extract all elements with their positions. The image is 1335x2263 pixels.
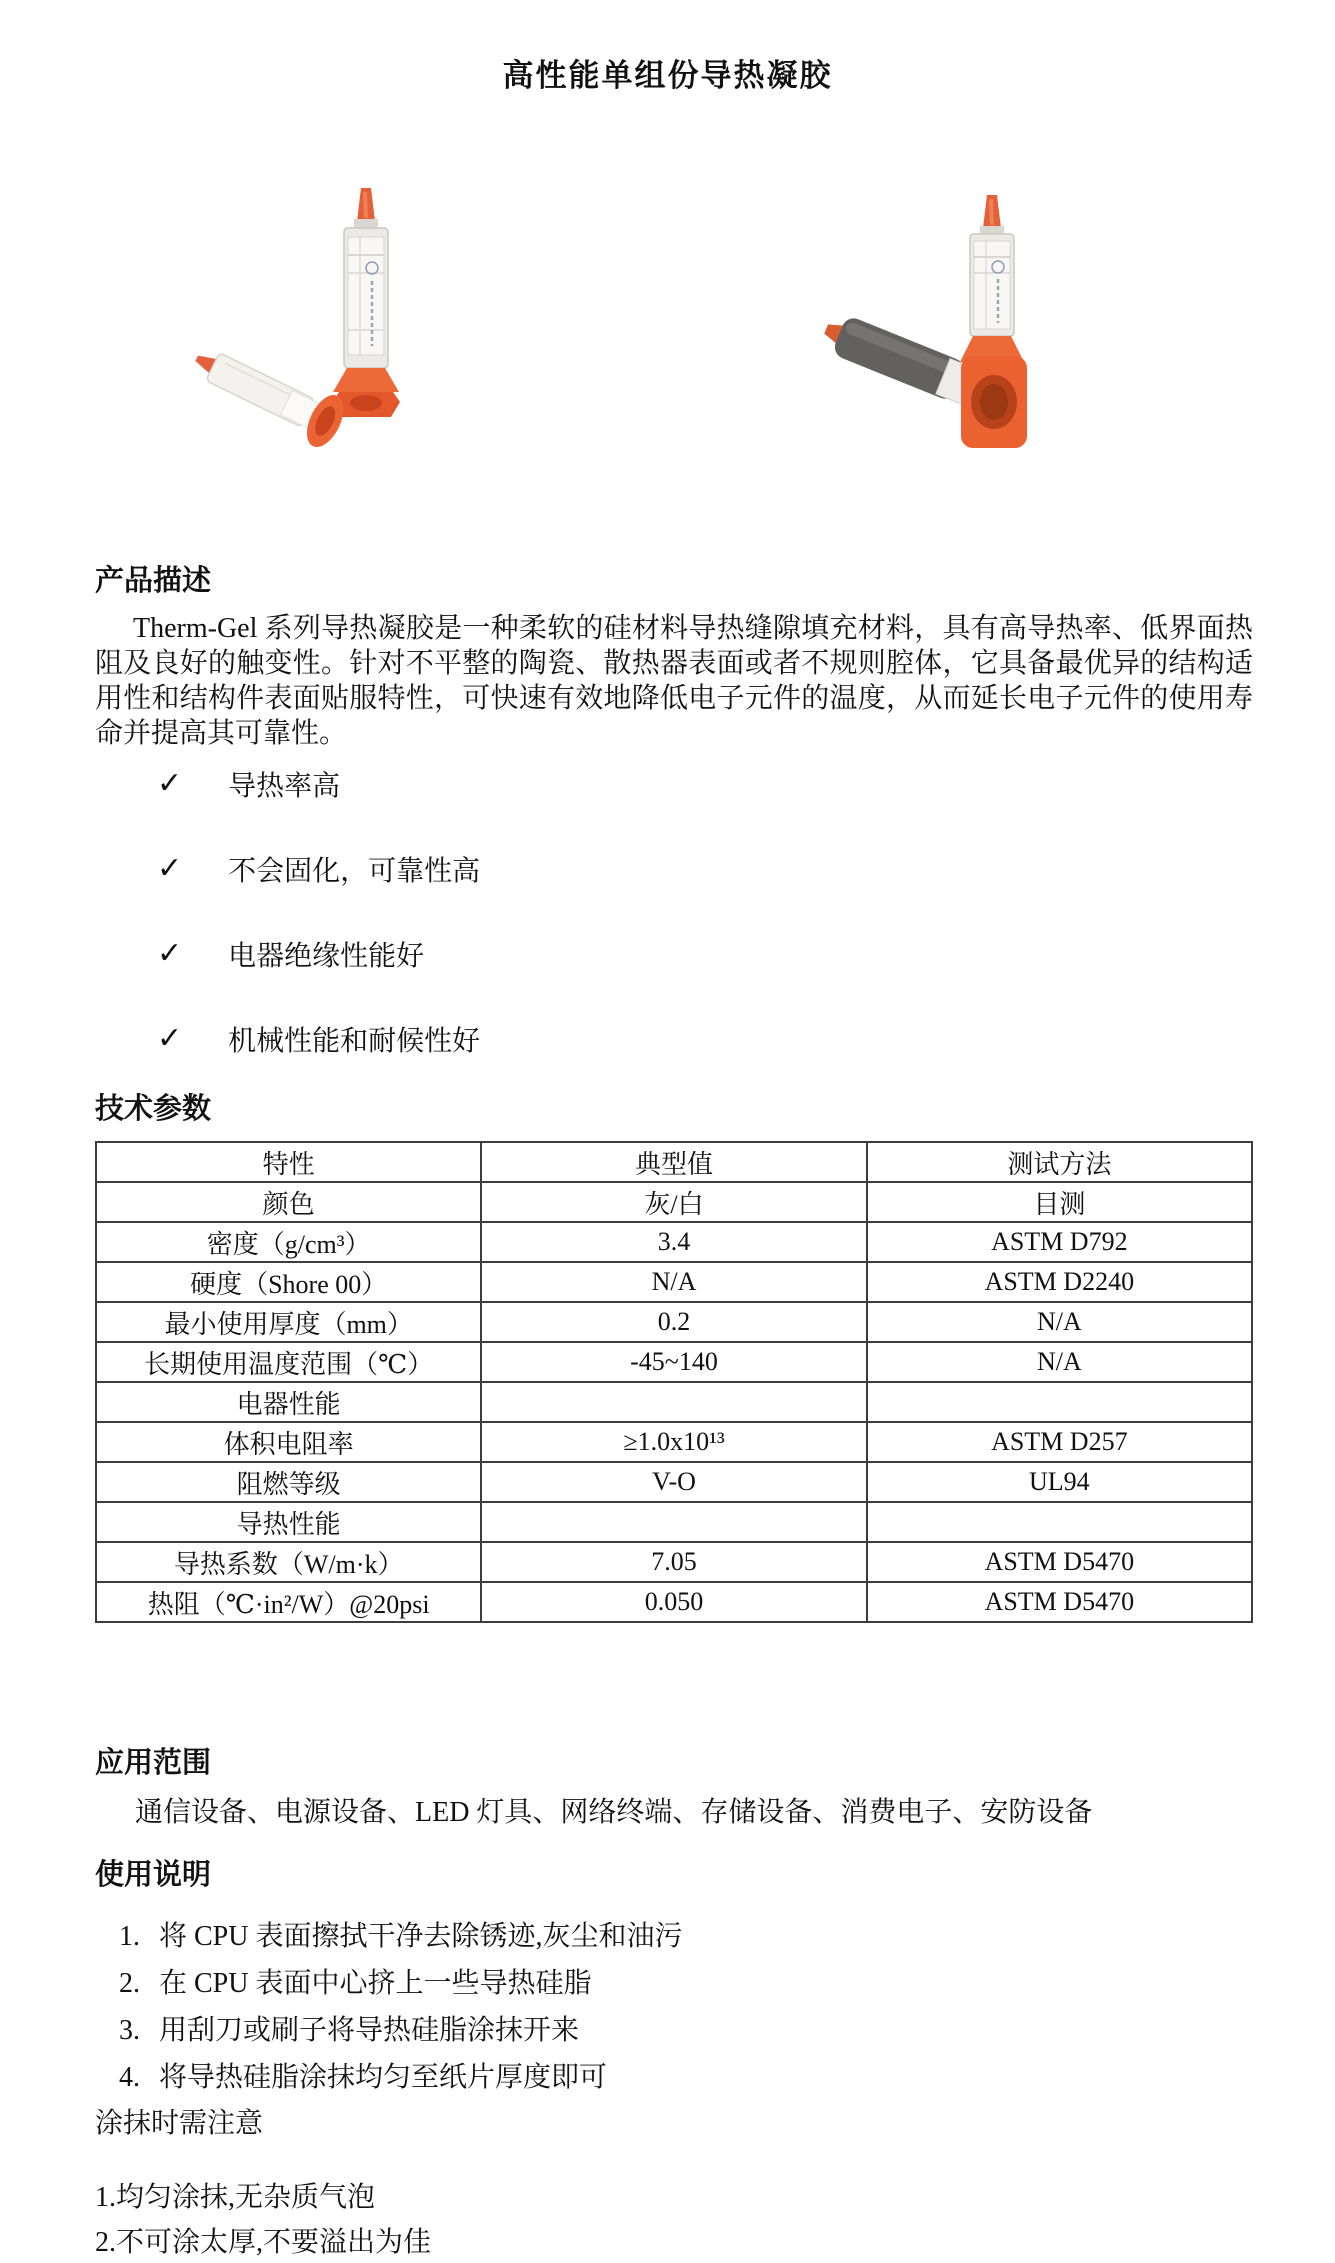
table-cell: 3.4 [481,1222,866,1262]
table-cell: 硬度（Shore 00） [96,1262,481,1302]
page-title: 高性能单组份导热凝胶 [502,58,833,93]
table-cell: 热阻（℃·in²/W）@20psi [96,1582,481,1622]
step-text: 在 CPU 表面中心挤上一些导热硅脂 [159,1968,592,1999]
feature-label: 不会固化，可靠性高 [228,856,481,887]
usage-heading: 使用说明 [95,1859,212,1891]
table-cell: ASTM D2240 [867,1262,1252,1302]
table-row [96,1542,1252,1582]
step-number: 2. [119,1968,140,1999]
table-row [96,1302,1252,1342]
check-icon: ✓ [157,766,183,801]
table-cell: ASTM D5470 [867,1582,1252,1622]
table-cell: 0.2 [481,1302,866,1342]
table-cell: 目测 [867,1182,1252,1222]
usage-note: 1.均匀涂抹,无杂质气泡 [95,2182,376,2213]
tech-params-table [95,1141,1253,1623]
check-icon: ✓ [157,1021,183,1056]
usage-step [95,2007,1253,2054]
section-application [95,1740,1253,1831]
table-cell: ASTM D257 [867,1422,1252,1462]
step-text: 将 CPU 表面擦拭干净去除锈迹,灰尘和油污 [159,1921,683,1952]
feature-item [95,1022,1253,1056]
feature-label: 导热率高 [228,771,341,802]
usage-step [95,1960,1253,2007]
table-cell: ASTM D792 [867,1222,1252,1262]
table-row [96,1222,1252,1262]
table-cell: 阻燃等级 [96,1462,481,1502]
syringe-base-icon [961,356,1027,448]
step-text: 将导热硅脂涂抹均匀至纸片厚度即可 [159,2062,608,2093]
table-cell: 体积电阻率 [96,1422,481,1462]
check-icon: ✓ [157,851,183,886]
table-cell: -45~140 [481,1342,866,1382]
table-row [96,1342,1252,1382]
table-cell: ≥1.0x10¹³ [481,1422,866,1462]
table-row [96,1182,1252,1222]
usage-step [95,2054,1253,2101]
table-row [96,1502,1252,1542]
table-cell [481,1502,866,1542]
usage-note-heading: 涂抹时需注意 [95,2108,264,2139]
section-tech-params [95,1086,1253,1623]
table-header-cell: 测试方法 [867,1142,1252,1182]
table-cell: 电器性能 [96,1382,481,1422]
table-cell [867,1502,1252,1542]
table-cell: 导热系数（W/m·k） [96,1542,481,1582]
feature-label: 电器绝缘性能好 [228,941,425,972]
feature-label: 机械性能和耐候性好 [228,1026,481,1057]
table-header-row [96,1142,1252,1182]
tech-params-heading: 技术参数 [95,1093,212,1125]
table-cell: 0.050 [481,1582,866,1622]
feature-item [95,852,1253,886]
step-text: 用刮刀或刷子将导热硅脂涂抹开来 [159,2015,580,2046]
table-cell [867,1382,1252,1422]
step-number: 4. [119,2062,140,2093]
product-photo-right [783,123,1215,455]
syringe-lying-icon [184,333,351,453]
usage-steps [95,1913,1253,2101]
syringe-upright-icon [332,188,400,417]
application-text: 通信设备、电源设备、LED 灯具、网络终端、存储设备、消费电子、安防设备 [135,1797,1093,1828]
syringe-upright-icon [960,195,1024,362]
table-cell: 最小使用厚度（mm） [96,1302,481,1342]
table-cell: 颜色 [96,1182,481,1222]
table-row [96,1262,1252,1302]
feature-item [95,767,1253,801]
section-usage [95,1852,1253,2263]
table-row [96,1582,1252,1622]
table-cell: N/A [867,1302,1252,1342]
check-icon: ✓ [157,936,183,971]
table-cell: 灰/白 [481,1182,866,1222]
feature-list [95,767,1253,1056]
table-cell [481,1382,866,1422]
table-cell: UL94 [867,1462,1252,1502]
step-number: 3. [119,2015,140,2046]
table-cell: 长期使用温度范围（℃） [96,1342,481,1382]
product-description-text: Therm-Gel 系列导热凝胶是一种柔软的硅材料导热缝隙填充材料，具有高导热率、低界面热阻及良好的触变性。针对不平整的陶瓷、散热器表面或者不规则腔体，它具备最优异的结构适用性和结构件表面贴服特性，可快速有效地降低电子元件的温度，从而延长电子元件的使用寿命并提高其可靠性。 [95,613,1253,749]
usage-step [95,1913,1253,1960]
product-description-heading: 产品描述 [95,565,212,597]
table-cell: 导热性能 [96,1502,481,1542]
table-row [96,1462,1252,1502]
table-cell: ASTM D5470 [867,1542,1252,1582]
application-heading: 应用范围 [95,1747,212,1779]
table-cell: V-O [481,1462,866,1502]
product-photo-left [160,118,532,460]
step-number: 1. [119,1921,140,1952]
table-row [96,1382,1252,1422]
table-row [96,1422,1252,1462]
table-cell: 7.05 [481,1542,866,1582]
table-cell: 密度（g/cm³） [96,1222,481,1262]
table-cell: N/A [867,1342,1252,1382]
usage-note: 2.不可涂太厚,不要溢出为佳 [95,2227,432,2258]
table-cell: N/A [481,1262,866,1302]
section-product-description [95,558,1253,1107]
table-header-cell: 典型值 [481,1142,866,1182]
table-header-cell: 特性 [96,1142,481,1182]
feature-item [95,937,1253,971]
